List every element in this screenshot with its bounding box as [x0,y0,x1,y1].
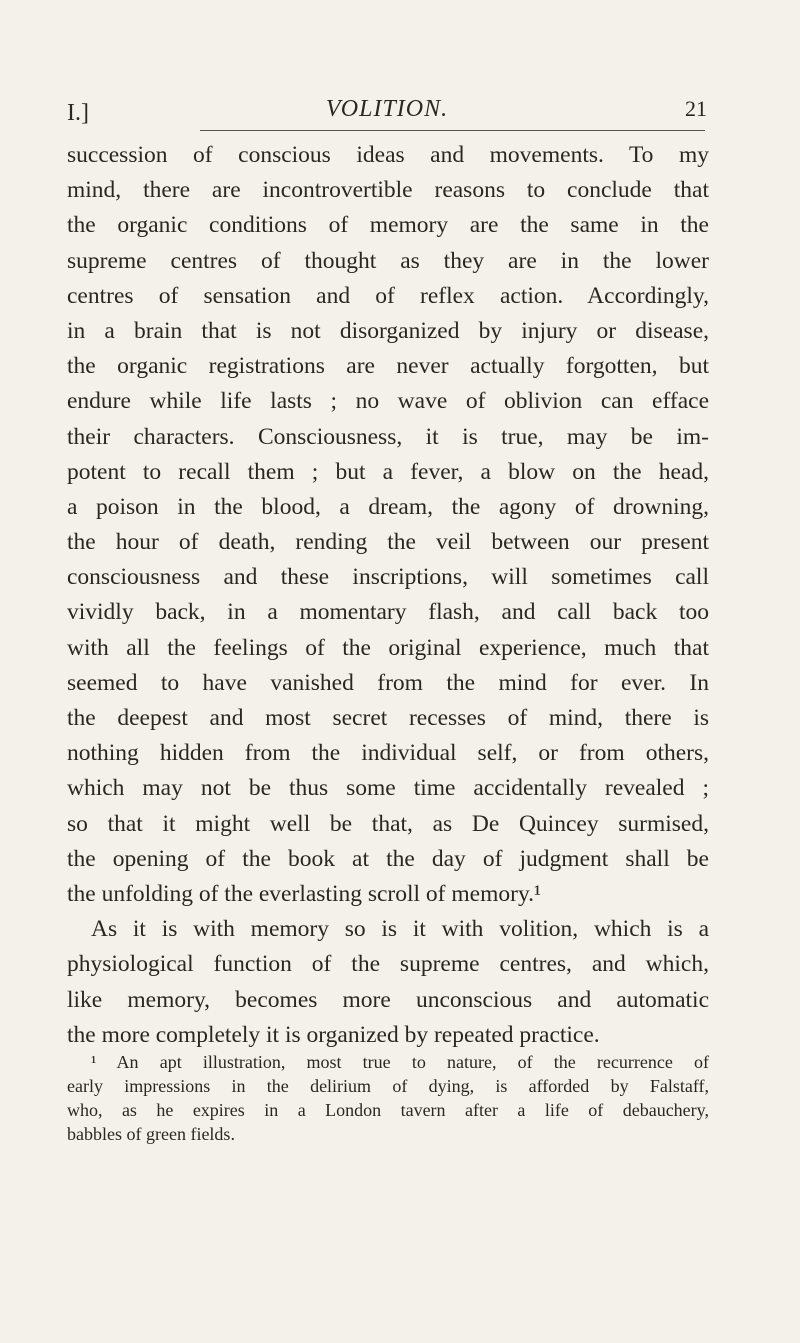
text-line: supreme centres of thought as they are in the lower [67,247,709,274]
text-line: endure while life lasts ; no wave of oblivion can efface [67,388,709,415]
footnote-line: who, as he expires in a London tavern after a life of debauchery, [67,1100,709,1120]
footnote-line: ¹ An apt illustration, most true to nature, of the recurrence of [91,1052,709,1072]
text-line: consciousness and these inscriptions, will sometimes call [67,564,709,591]
text-line: in a brain that is not disorganized by injury or disease, [67,317,709,344]
text-line: nothing hidden from the individual self, or from others, [67,740,709,767]
body-text [67,138,709,1053]
text-line: the more completely it is organized by repeated practice. [67,1021,600,1048]
text-line: a poison in the blood, a dream, the agony of drowning, [67,493,709,520]
running-head [67,92,707,132]
footnote-line: babbles of green fields. [67,1124,235,1144]
text-line: their characters. Consciousness, it is true, may be im- [67,423,709,450]
running-title: VOLITION. [325,96,449,122]
text-line: with all the feelings of the original experience, much that [67,634,709,661]
chapter-number: I.] [67,100,89,126]
text-line: like memory, becomes more unconscious and automatic [67,986,709,1013]
text-line: the deepest and most secret recesses of mind, there is [67,705,709,731]
footnote [67,1050,709,1146]
text-line: As it is with memory so is it with volition, which is a [91,916,709,943]
text-line: the unfolding of the everlasting scroll of memory.¹ [67,880,542,907]
text-line: the organic conditions of memory are the same in the [67,212,709,239]
text-line: succession of conscious ideas and movements. To my [67,142,709,168]
footnote-line: early impressions in the delirium of dying, is afforded by Falstaff, [67,1076,709,1096]
text-line: potent to recall them ; but a fever, a blow on the head, [67,458,709,485]
header-rule [200,130,705,131]
text-line: the organic registrations are never actually forgotten, but [67,353,709,380]
text-line: vividly back, in a momentary flash, and call back too [67,599,709,626]
text-line: the hour of death, rending the veil between our present [67,529,709,556]
text-line: which may not be thus some time accidentally revealed ; [67,775,709,802]
page-number: 21 [685,96,707,121]
text-line: the opening of the book at the day of judgment shall be [67,845,709,872]
text-line: centres of sensation and of reflex action. Accordingly, [67,282,709,309]
text-line: mind, there are incontrovertible reasons to conclude that [67,177,709,204]
text-line: so that it might well be that, as De Quincey surmised, [67,810,709,837]
text-line: seemed to have vanished from the mind for ever. In [67,669,709,696]
text-line: physiological function of the supreme centres, and which, [67,951,709,978]
